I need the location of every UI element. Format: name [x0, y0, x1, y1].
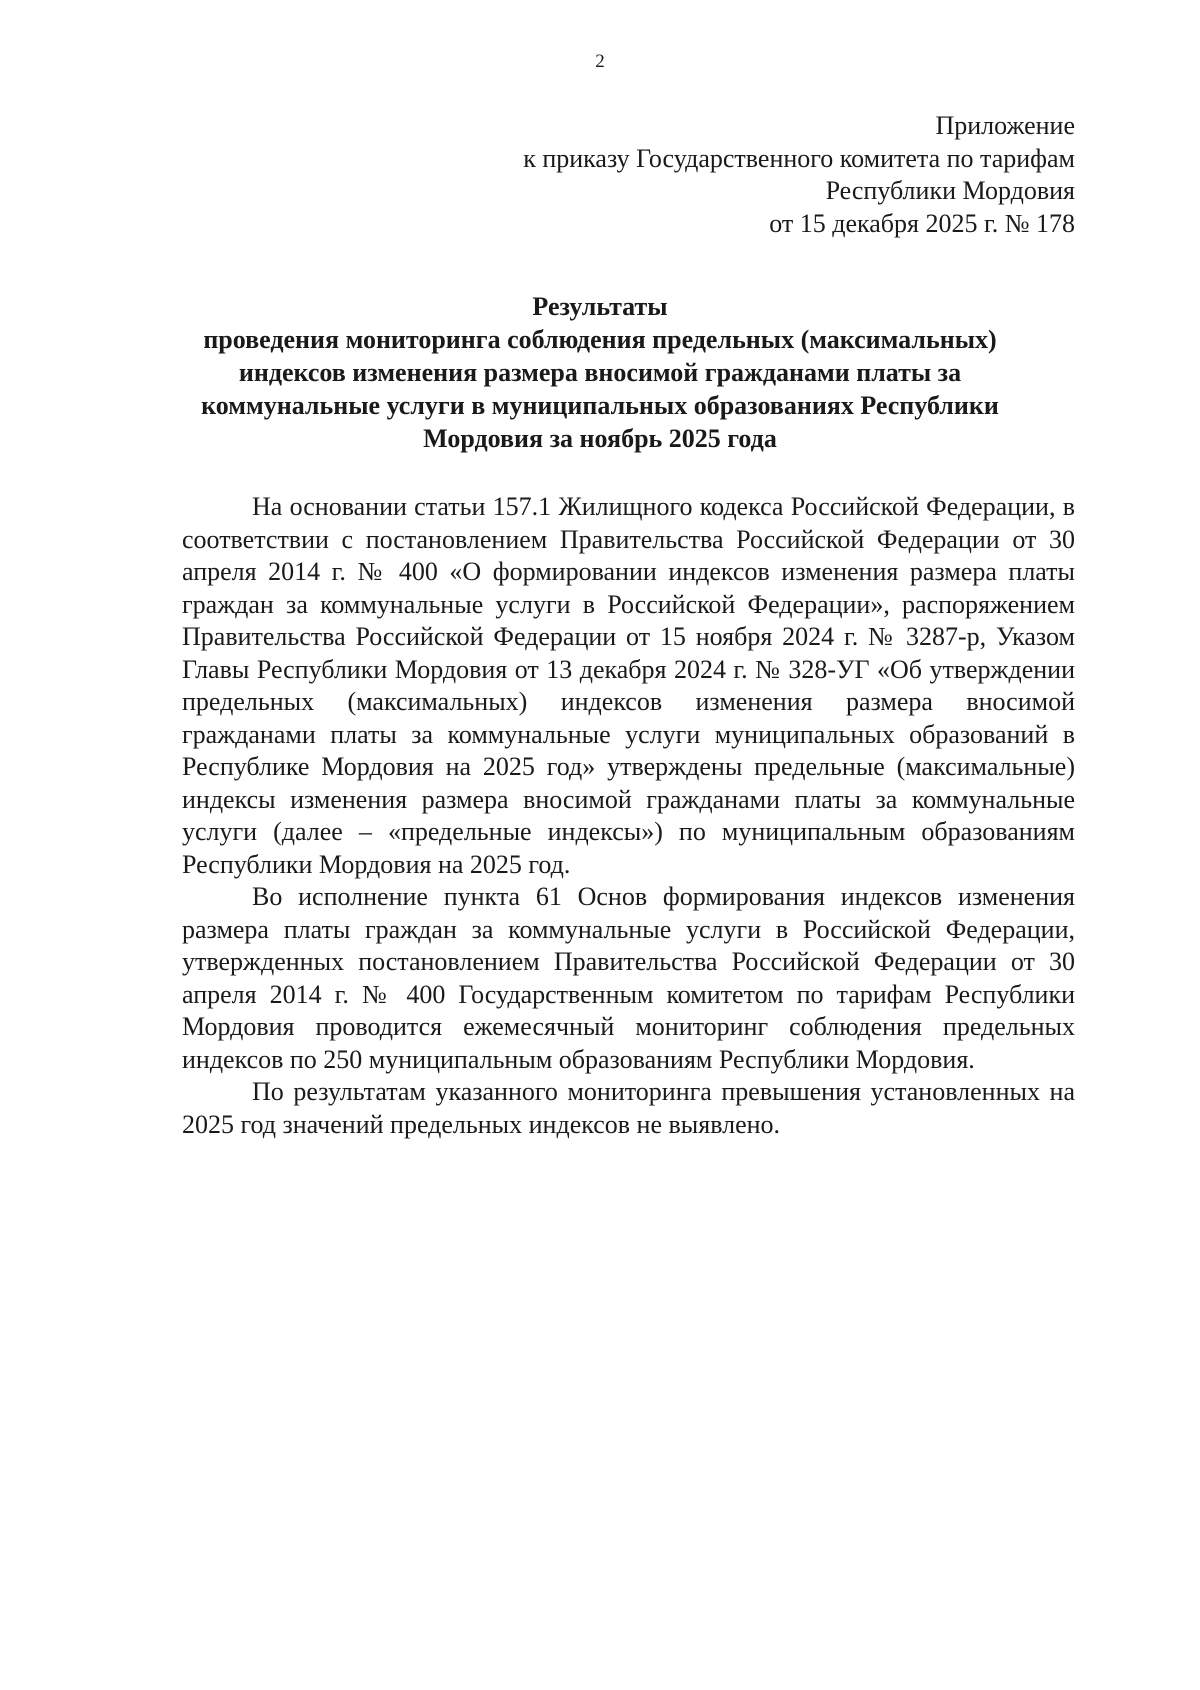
appendix-order-reference: к приказу Государственного комитета по тарифам	[523, 143, 1075, 173]
title-line: Результаты	[532, 292, 668, 321]
appendix-order-date: от 15 декабря 2025 г. № 178	[769, 208, 1075, 238]
title-line: индексов изменения размера вносимой гражданами платы за	[238, 358, 962, 387]
document-body	[182, 491, 1075, 1141]
page-number: 2	[595, 51, 605, 72]
appendix-label: Приложение	[935, 111, 1075, 140]
title-line: Мордовия за ноябрь 2025 года	[423, 424, 777, 453]
title-line: коммунальные услуги в муниципальных образованиях Республики	[201, 391, 999, 420]
body-paragraph-result: По результатам указанного мониторинга превышения установленных на 2025 год значений предельных индексов не выявлено.	[182, 1077, 1075, 1139]
body-paragraph-legal-basis: На основании статьи 157.1 Жилищного кодекса Российской Федерации, в соответствии с постановлением Правительства Российской Федерации от 30 апреля 2014 г. № 400 «О формировании индексов изменения размера платы граждан за коммунальные услуги в Российской Федерации», распоряжением Правительства Российской Федерации от 15 ноября 2024 г. № 3287-р, Указом Главы Республики Мордовия от 13 декабря 2024 г. № 328-УГ «Об утверждении предельных (максимальных) индексов изменения размера вносимой гражданами платы за коммунальные услуги муниципальных образований в Республике Мордовия на 2025 год» утверждены предельные (максимальные) индексы изменения размера вносимой гражданами платы за коммунальные услуги (далее – «предельные индексы») по муниципальным образованиям Республики Мордовия на 2025 год.	[182, 492, 1075, 879]
body-paragraph-monitoring: Во исполнение пункта 61 Основ формирования индексов изменения размера платы граждан за коммунальные услуги в Российской Федерации, утвержденных постановлением Правительства Российской Федерации от 30 апреля 2014 г. № 400 Государственным комитетом по тарифам Республики Мордовия проводится ежемесячный мониторинг соблюдения предельных индексов по 250 муниципальным образованиям Республики Мордовия.	[182, 882, 1075, 1074]
appendix-region: Республики Мордовия	[825, 176, 1075, 205]
title-line: проведения мониторинга соблюдения предельных (максимальных)	[203, 325, 997, 354]
appendix-header	[375, 110, 1075, 240]
document-title	[180, 290, 1020, 455]
